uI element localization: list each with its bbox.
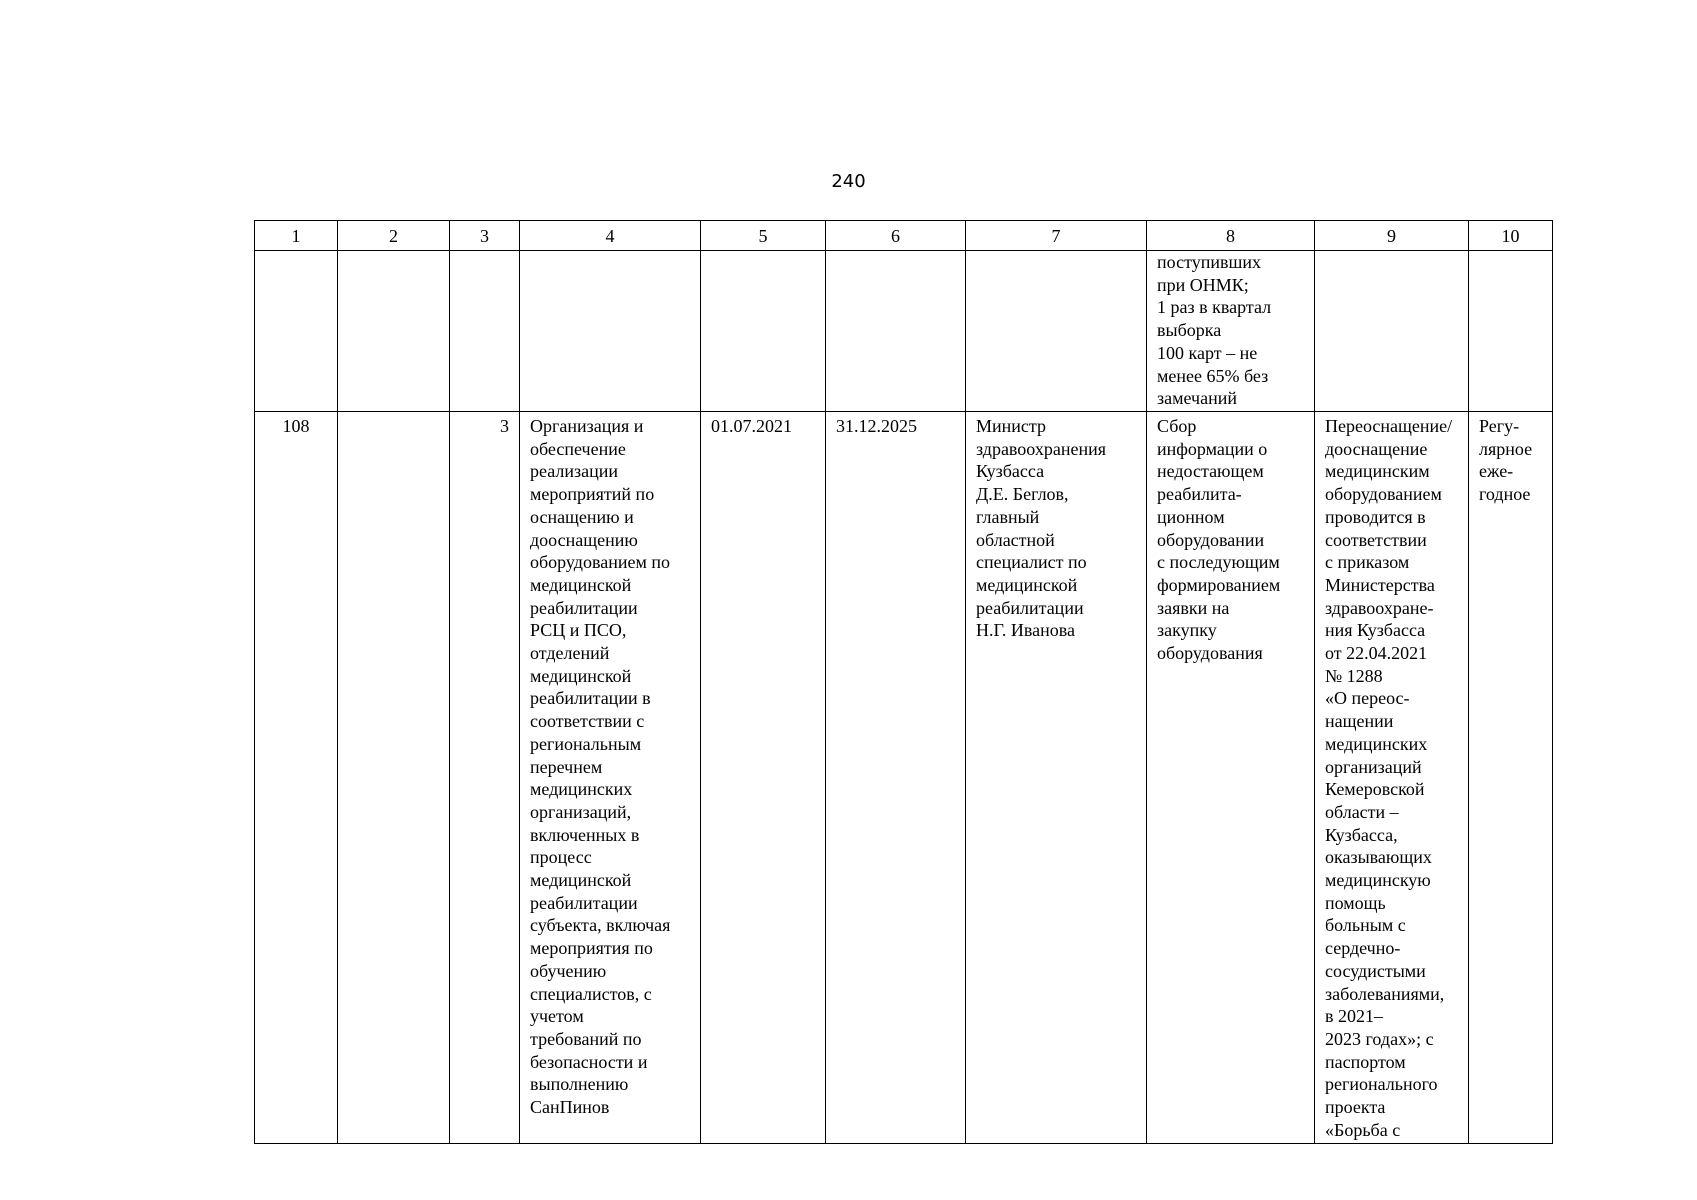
plan-table — [254, 220, 1553, 1144]
empty-cell — [255, 251, 338, 412]
regulation-cell: Переоснащение/ дооснащение медицинским оборудованием проводится в соответствии с приказом Министерства здравоохране- ния Кузбасса от 22.04.2021 № 1288 «О переос- нащении медицинских организаций Кемеровской области – Кузбасса, оказывающих медицинскую помощь больным с сердечно- сосудистыми заболеваниями, в 2021– 2023 годах»; с паспортом регионального проекта «Борьба с — [1315, 412, 1469, 1144]
column-number-row — [255, 221, 1553, 251]
continuation-criteria-cell: поступивших при ОНМК; 1 раз в квартал выборка 100 карт – не менее 65% без замечаний — [1147, 251, 1315, 412]
empty-cell — [826, 251, 966, 412]
empty-cell — [338, 251, 450, 412]
column-number-cell: 5 — [701, 221, 826, 251]
column-number-cell: 1 — [255, 221, 338, 251]
row-col3-cell: 3 — [450, 412, 520, 1144]
continuation-row — [255, 251, 1553, 412]
empty-cell — [1469, 251, 1553, 412]
page-number: 240 — [831, 171, 866, 192]
result-description-cell: Сбор информации о недостающем реабилита- ционном оборудовании с последующим формированием заявки на закупку оборудования — [1147, 412, 1315, 1144]
column-number-cell: 2 — [338, 221, 450, 251]
column-number-cell: 10 — [1469, 221, 1553, 251]
activity-description-cell: Организация и обеспечение реализации мероприятий по оснащению и дооснащению оборудованием по медицинской реабилитации РСЦ и ПСО, отделений медицинской реабилитации в соответствии с региональным перечнем медицинских организаций, включенных в процесс медицинской реабилитации субъекта, включая мероприятия по обучению специалистов, с учетом требований по безопасности и выполнению СанПинов — [520, 412, 701, 1144]
empty-cell — [450, 251, 520, 412]
row-number-cell: 108 — [255, 412, 338, 1144]
responsible-person-cell: Министр здравоохранения Кузбасса Д.Е. Беглов, главный областной специалист по медицинской реабилитации Н.Г. Иванова — [966, 412, 1147, 1144]
column-number-cell: 7 — [966, 221, 1147, 251]
empty-cell — [701, 251, 826, 412]
empty-cell — [1315, 251, 1469, 412]
start-date-cell: 01.07.2021 — [701, 412, 826, 1144]
empty-cell — [966, 251, 1147, 412]
row-col2-cell — [338, 412, 450, 1144]
column-number-cell: 6 — [826, 221, 966, 251]
empty-cell — [520, 251, 701, 412]
column-number-cell: 9 — [1315, 221, 1469, 251]
table-row — [255, 412, 1553, 1144]
column-number-cell: 3 — [450, 221, 520, 251]
column-number-cell: 4 — [520, 221, 701, 251]
frequency-cell: Регу- лярное еже- годное — [1469, 412, 1553, 1144]
end-date-cell: 31.12.2025 — [826, 412, 966, 1144]
column-number-cell: 8 — [1147, 221, 1315, 251]
